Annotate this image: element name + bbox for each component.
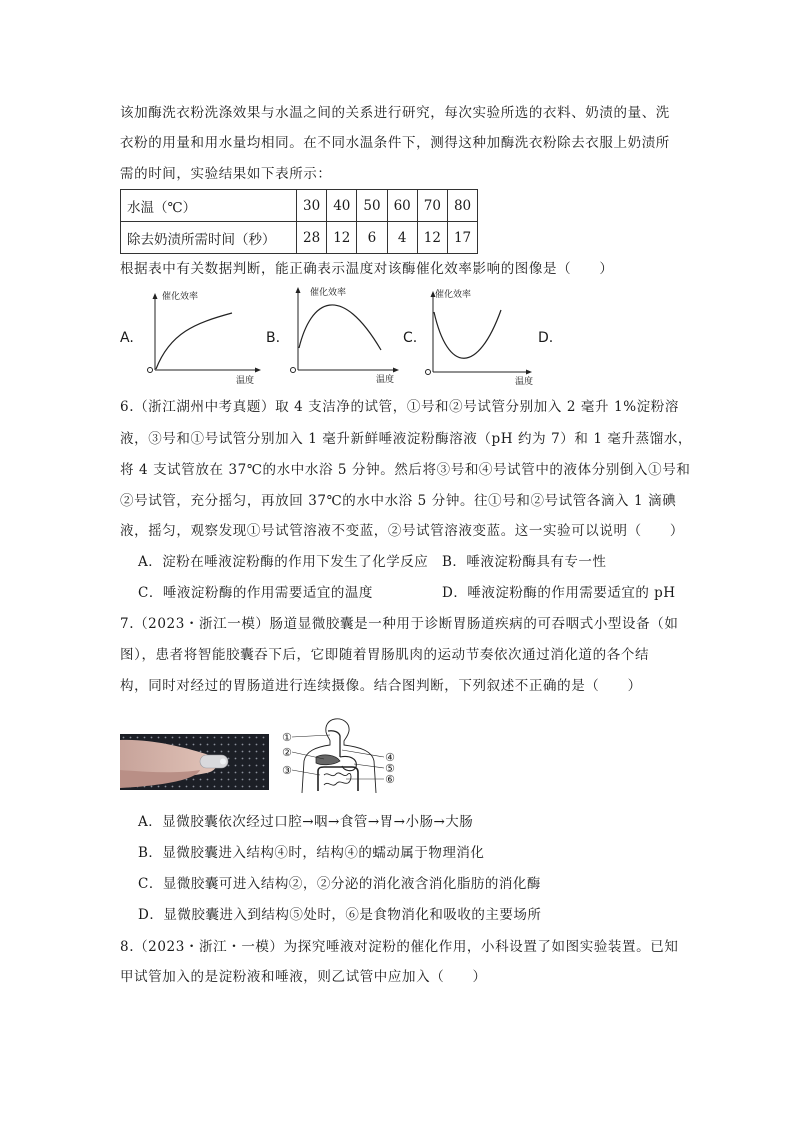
capsule-photo [120,734,269,790]
label-6: ⑥ [385,773,395,786]
q5-stem: 根据表中有关数据判断，能正确表示温度对该酶催化效率影响的图像是（ ） [120,261,614,277]
x-axis-arrow [526,370,532,375]
intro-line-3: 需的时间，实验结果如下表所示： [120,166,332,182]
table-row-header: 水温（℃） [121,190,297,222]
q6-line-3: 将 4 支试管放在 37℃的水中水浴 5 分钟。然后将③号和④号试管中的液体分别倒入①号和 [120,462,691,478]
table-cell: 12 [327,222,357,254]
q6-option-a: A．淀粉在唾液淀粉酶的作用下发生了化学反应 [138,554,429,570]
label-2: ② [282,746,292,759]
graph-b [286,284,402,386]
digestive-system-diagram [280,717,405,795]
curve-c [434,310,501,358]
q6-line-5: 液，摇匀，观察发现①号试管溶液不变蓝，②号试管溶液变蓝。这一实验可以说明（ ） [120,523,684,539]
temperature-time-table [120,189,478,254]
table-cell: 80 [447,190,477,222]
table-cell: 28 [297,222,327,254]
graph-ylabel: 催化效率 [162,292,199,302]
table-cell: 50 [357,190,387,222]
q6-option-c: C．唾液淀粉酶的作用需要适宜的温度 [138,585,373,601]
q6-option-b: B．唾液淀粉酶具有专一性 [442,554,607,570]
q6-line-1: 6.（浙江湖州中考真题）取 4 支洁净的试管，①号和②号试管分别加入 2 毫升 1%淀粉溶 [120,399,679,415]
graph-a [140,288,264,386]
graph-ylabel: 催化效率 [310,288,347,298]
label-5: ⑤ [385,762,395,775]
q7-line-2: 图），患者将智能胶囊吞下后，它即随着胃肠肌肉的运动节奏依次通过消化道的各个结 [120,647,650,663]
label-3: ③ [282,764,292,777]
q7-option-a: A．显微胶囊依次经过口腔→咽→食管→胃→小肠→大肠 [138,814,474,830]
graph-xlabel: 温度 [515,377,534,387]
table-cell: 40 [327,190,357,222]
curve-a [156,313,232,369]
q6-line-4: ②号试管，充分摇匀，再放回 37℃的水中水浴 5 分钟。往①号和②号试管各滴入 1 滴碘 [120,493,677,509]
table-cell: 17 [447,222,477,254]
q8-line-1: 8.（2023・浙江・一模）为探究唾液对淀粉的催化作用，小科设置了如图实验装置。已知 [120,939,679,955]
origin-marker [426,370,431,375]
graph-ylabel: 催化效率 [435,290,472,300]
table-cell: 12 [417,222,447,254]
x-axis-arrow [393,368,399,373]
graph-xlabel: 温度 [236,376,255,386]
q5-option-d-label: D. [538,330,554,346]
label-1: ① [282,731,292,744]
q7-line-3: 构，同时对经过的胃肠道进行连续摄像。结合图判断，下列叙述不正确的是（ ） [120,678,642,694]
q5-option-b-label: B. [266,330,281,346]
table-cell: 6 [357,222,387,254]
q7-option-d: D．显微胶囊进入到结构⑤处时，⑥是食物消化和吸收的主要场所 [138,907,542,923]
intro-line-2: 衣粉的用量和用水量均相同。在不同水温条件下，测得这种加酶洗衣粉除去衣服上奶渍所 [120,135,670,151]
table-cell: 30 [297,190,327,222]
table-cell: 70 [417,190,447,222]
q5-option-c-label: C. [403,330,418,346]
q8-line-2: 甲试管加入的是淀粉液和唾液，则乙试管中应加入（ ） [120,969,487,985]
q7-option-c: C．显微胶囊可进入结构②，②分泌的消化液含消化脂肪的消化酶 [138,876,541,892]
table-row [121,190,478,222]
intro-line-1: 该加酶洗衣粉洗涤效果与水温之间的关系进行研究，每次实验所选的衣料、奶渍的量、洗 [120,105,670,121]
graph-c [423,286,535,388]
q6-line-2: 液，③号和①号试管分别加入 1 毫升新鲜唾液淀粉酶溶液（pH 约为 7）和 1 毫升蒸馏水， [120,431,693,447]
origin-marker [291,368,296,373]
curve-b [299,305,381,350]
origin-marker [148,368,153,373]
table-row [121,222,478,254]
label-4: ④ [385,751,395,764]
q7-line-1: 7.（2023・浙江一模）肠道显微胶囊是一种用于诊断胃肠道疾病的可吞咽式小型设备（如 [120,616,679,632]
table-cell: 4 [387,222,417,254]
y-axis-arrow [296,287,301,293]
q6-option-d: D．唾液淀粉酶的作用需要适宜的 pH [442,585,676,601]
q5-option-a-label: A. [120,330,134,346]
graph-xlabel: 温度 [376,375,395,385]
table-row-header: 除去奶渍所需时间（秒） [121,222,297,254]
x-axis-arrow [255,368,261,373]
table-cell: 60 [387,190,417,222]
q7-option-b: B．显微胶囊进入结构④时，结构④的蠕动属于物理消化 [138,845,485,861]
y-axis-arrow [153,293,158,299]
